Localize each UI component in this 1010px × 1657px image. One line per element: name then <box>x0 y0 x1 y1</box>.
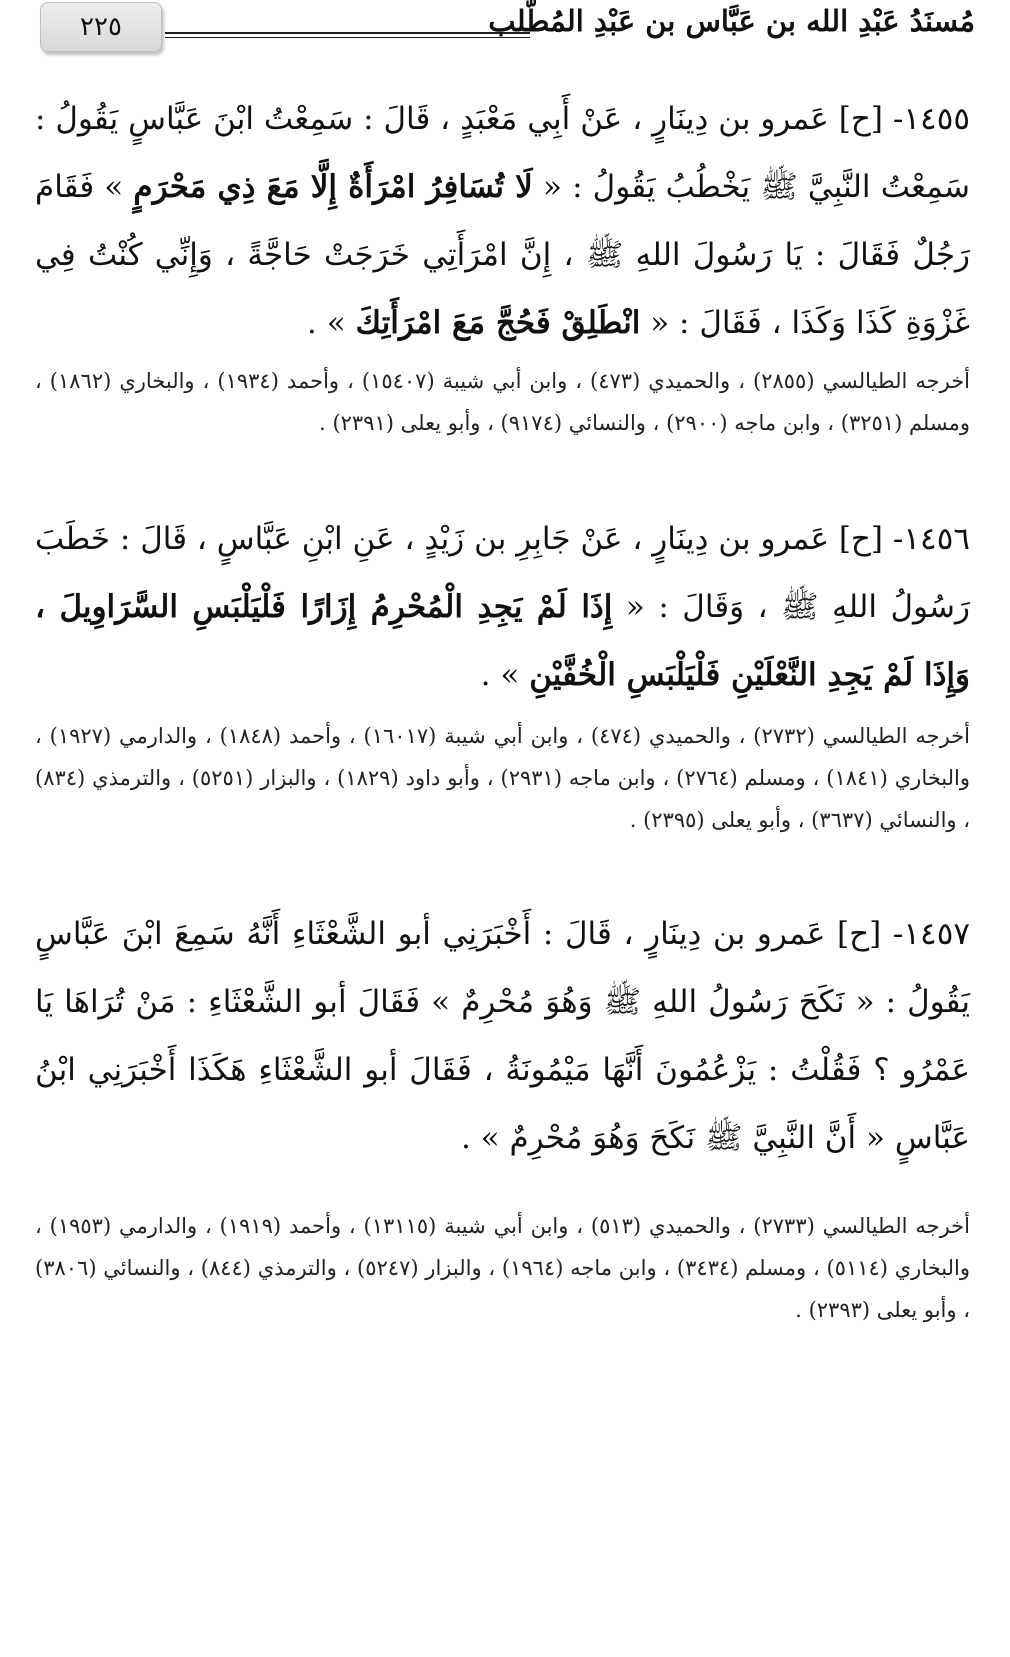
header-rule <box>165 32 530 38</box>
hadith-matn-bold: لَا تُسَافِرُ امْرَأَةٌ إِلَّا مَعَ ذِي مَحْرَمٍ <box>133 169 533 205</box>
hadith-matn-bold: إِذَا لَمْ يَجِدِ الْمُحْرِمُ إِزَارًا فَلْيَلْبَسِ السَّرَاوِيلَ ، وَإِذَا لَمْ يَجِدِ النَّعْلَيْنِ فَلْيَلْبَسِ الْخُفَّيْنِ <box>35 589 970 693</box>
hadith-number: ١٤٥٥- <box>892 101 970 137</box>
page-number: ٢٢٥ <box>40 2 162 52</box>
hadith-number: ١٤٥٦- <box>892 521 971 557</box>
hadith-matn-bold: انْطَلِقْ فَحُجَّ مَعَ امْرَأَتِكَ <box>355 305 641 341</box>
hadith-text: » . <box>307 305 356 341</box>
page-header <box>30 0 975 60</box>
hadith-1455 <box>35 85 970 357</box>
hadith-1456 <box>35 505 970 709</box>
hadith-text: » فَقَامَ رَجُلٌ فَقَالَ : يَا رَسُولَ اللهِ ﷺ ، إِنَّ امْرَأَتِي خَرَجَتْ حَاجَّةً ، وَإِنِّي كُنْتُ فِي غَزْوَةِ كَذَا وَكَذَا ، فَقَالَ : « <box>35 169 970 341</box>
hadith-text: [ح] عَمرو بن دِينَارٍ ، عَنْ جَابِرِ بن زَيْدٍ ، عَنِ ابْنِ عَبَّاسٍ ، قَالَ : خَطَبَ رَسُولُ اللهِ ﷺ ، وَقَالَ : « <box>35 521 970 625</box>
hadith-text: [ح] عَمرو بن دِينَارٍ ، عَنْ أَبِي مَعْبَدٍ ، قَالَ : سَمِعْتُ ابْنَ عَبَّاسٍ يَقُولُ : سَمِعْتُ النَّبِيَّ ﷺ يَخْطُبُ يَقُولُ : « <box>35 101 970 205</box>
takhrij-1456: أخرجه الطيالسي (٢٧٣٢) ، والحميدي (٤٧٤) ، وابن أبي شيبة (١٦٠١٧) ، وأحمد (١٨٤٨) ، والدارمي (١٩٢٧) ، والبخاري (١٨٤١) ، ومسلم (٢٧٦٤) ، وابن ماجه (٢٩٣١) ، وأبو داود (١٨٢٩) ، والبزار (٥٢٥١) ، والترمذي (٨٣٤) ، والنسائي (٣٦٣٧) ، وأبو يعلى (٢٣٩٥) . <box>35 724 970 832</box>
takhrij-1457: أخرجه الطيالسي (٢٧٣٣) ، والحميدي (٥١٣) ، وابن أبي شيبة (١٣١١٥) ، وأحمد (١٩١٩) ، والدارمي (١٩٥٣) ، والبخاري (٥١١٤) ، ومسلم (٣٤٣٤) ، وابن ماجه (١٩٦٤) ، والبزار (٥٢٤٧) ، والترمذي (٨٤٤) ، والنسائي (٣٨٠٦) ، وأبو يعلى (٢٣٩٣) . <box>35 1214 970 1322</box>
running-title: مُسنَدُ عَبْدِ الله بن عَبَّاس بن عَبْدِ المُطَّلب <box>488 4 975 38</box>
hadith-1457 <box>35 900 970 1172</box>
hadith-number: ١٤٥٧- <box>892 916 970 952</box>
takhrij-1455: أخرجه الطيالسي (٢٨٥٥) ، والحميدي (٤٧٣) ، وابن أبي شيبة (١٥٤٠٧) ، وأحمد (١٩٣٤) ، والبخاري (١٨٦٢) ، ومسلم (٣٢٥١) ، وابن ماجه (٢٩٠٠) ، والنسائي (٩١٧٤) ، وأبو يعلى (٢٣٩١) . <box>35 369 971 435</box>
hadith-text: » . <box>480 657 530 693</box>
hadith-text: [ح] عَمرو بن دِينَارٍ ، قَالَ : أَخْبَرَنِي أبو الشَّعْثَاءِ أَنَّهُ سَمِعَ ابْنَ عَبَّاسٍ يَقُولُ : « نَكَحَ رَسُولُ اللهِ ﷺ وَهُوَ مُحْرِمٌ » فَقَالَ أبو الشَّعْثَاءِ : مَنْ تُرَاهَا يَا عَمْرُو ؟ فَقُلْتُ : يَزْعُمُونَ أَنَّهَا مَيْمُونَةُ ، فَقَالَ أبو الشَّعْثَاءِ هَكَذَا أَخْبَرَنِي ابْنُ عَبَّاسٍ « أَنَّ النَّبِيَّ ﷺ نَكَحَ وَهُوَ مُحْرِمٌ » . <box>35 916 970 1156</box>
